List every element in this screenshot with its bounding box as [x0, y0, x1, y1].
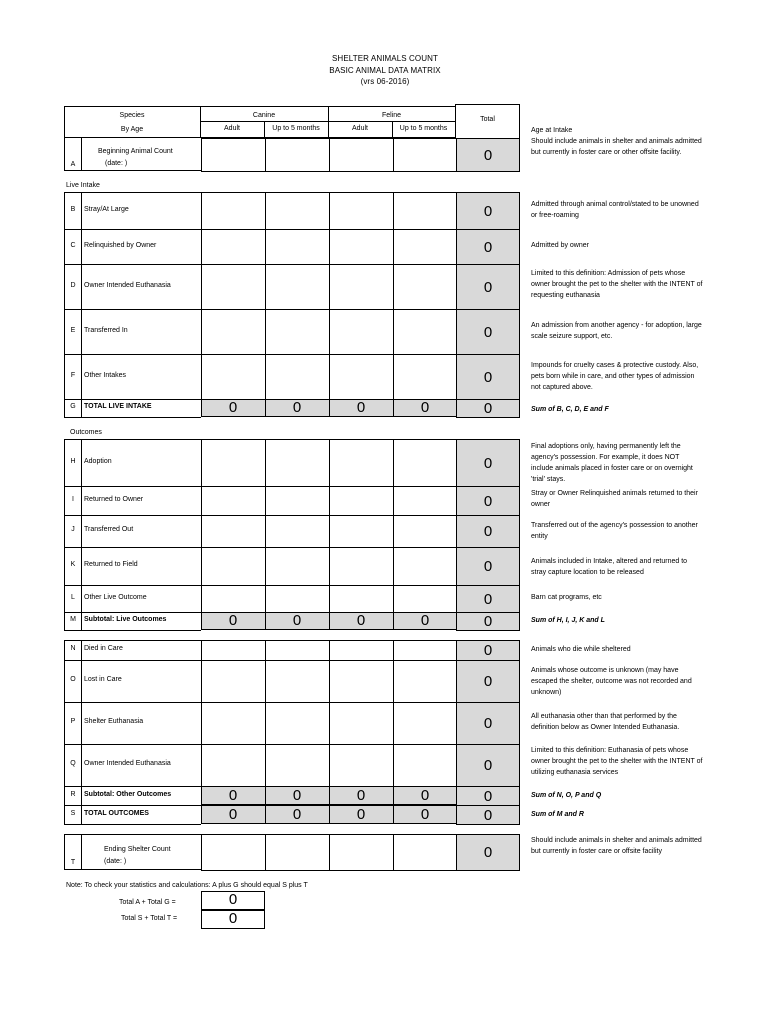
- row-m-cell-2: 0: [265, 612, 329, 630]
- row-p-cell-2[interactable]: [265, 702, 330, 745]
- row-n-letter: N: [70, 645, 76, 652]
- row-k-total: 0: [456, 547, 520, 586]
- row-p-description: All euthanasia other than that performed by the definition below as Owner Intended Euthanasia.: [531, 713, 680, 731]
- row-h-letter: H: [70, 458, 76, 465]
- row-d-total: 0: [456, 264, 520, 310]
- row-k-letter: K: [70, 561, 76, 568]
- row-e-cell-1[interactable]: [201, 309, 266, 355]
- canine-upto5-header: Up to 5 months: [272, 125, 320, 132]
- row-d-description: Limited to this definition: Admission of pets whose owner brought the pet to the shelter with the INTENT of requesting euthanasia: [531, 270, 703, 299]
- row-s-cell-4: 0: [393, 805, 457, 824]
- row-r-total: 0: [456, 786, 520, 806]
- check-note: Note: To check your statistics and calculations: A plus G should equal S plus T: [66, 882, 308, 889]
- divider: [265, 399, 266, 417]
- row-b-cell-4[interactable]: [393, 192, 458, 230]
- divider: [329, 805, 330, 824]
- divider: [81, 515, 82, 547]
- row-j-cell-1[interactable]: [201, 515, 266, 548]
- row-k-cell-3[interactable]: [329, 547, 394, 586]
- row-j-cell-4[interactable]: [393, 515, 458, 548]
- row-d-cell-1[interactable]: [201, 264, 266, 310]
- row-l-cell-1[interactable]: [201, 585, 266, 613]
- row-r-label: Subtotal: Other Outcomes: [84, 791, 172, 798]
- row-b-description: Admitted through animal control/stated to be unowned or free-roaming: [531, 201, 699, 219]
- row-p-cell-4[interactable]: [393, 702, 458, 745]
- row-e-label: Transferred In: [84, 327, 128, 334]
- row-r-letter: R: [70, 791, 76, 798]
- row-d-cell-4[interactable]: [393, 264, 458, 310]
- row-e-total: 0: [456, 309, 520, 355]
- row-f-cell-4[interactable]: [393, 354, 458, 400]
- form-title-line-2: BASIC ANIMAL DATA MATRIX: [329, 66, 441, 75]
- row-q-cell-3[interactable]: [329, 744, 394, 787]
- total-header: Total: [480, 116, 495, 123]
- row-f-total: 0: [456, 354, 520, 400]
- divider: [265, 805, 266, 824]
- row-t-label: Ending Shelter Count: [104, 846, 171, 853]
- by-age-header: By Age: [120, 126, 144, 133]
- divider: [393, 612, 394, 630]
- row-i-cell-1[interactable]: [201, 486, 266, 516]
- age-at-intake-note: Age at Intake: [531, 127, 573, 134]
- row-k-label: Returned to Field: [84, 561, 138, 568]
- row-h-cell-4[interactable]: [393, 439, 458, 487]
- row-k-cell-1[interactable]: [201, 547, 266, 586]
- row-a-label: Beginning Animal Count: [98, 148, 173, 155]
- row-e-description: An admission from another agency - for adoption, large scale seizure support, etc.: [531, 322, 702, 340]
- row-n-cell-3[interactable]: [329, 640, 394, 661]
- row-g-cell-2: 0: [265, 399, 329, 417]
- row-i-cell-2[interactable]: [265, 486, 330, 516]
- row-s-label: TOTAL OUTCOMES: [84, 810, 149, 817]
- row-s-description: Sum of M and R: [531, 811, 584, 818]
- divider: [81, 399, 82, 417]
- row-f-letter: F: [70, 372, 76, 379]
- check-s-t-label: Total S + Total T =: [121, 915, 178, 922]
- row-p-label: Shelter Euthanasia: [84, 718, 144, 725]
- row-g-cell-3: 0: [329, 399, 393, 417]
- row-o-cell-4[interactable]: [393, 660, 458, 703]
- row-m-letter: M: [70, 616, 76, 623]
- row-a-cell-4[interactable]: [393, 138, 458, 172]
- form-title-line-1: SHELTER ANIMALS COUNT: [332, 54, 438, 63]
- row-r-cell-3: 0: [329, 786, 393, 805]
- row-m-description: Sum of H, I, J, K and L: [531, 617, 605, 624]
- feline-adult-header: Adult: [352, 125, 368, 132]
- row-l-cell-3[interactable]: [329, 585, 394, 613]
- column-header-block: [64, 106, 519, 138]
- row-b-label: Stray/At Large: [84, 206, 129, 213]
- row-b-cell-2[interactable]: [265, 192, 330, 230]
- row-b-letter: B: [70, 206, 76, 213]
- row-g-cell-1: 0: [201, 399, 265, 417]
- row-n-cell-4[interactable]: [393, 640, 458, 661]
- row-e-letter: E: [70, 327, 76, 334]
- divider: [393, 786, 394, 805]
- check-a-g-label: Total A + Total G =: [119, 899, 176, 906]
- divider: [81, 229, 82, 264]
- divider: [81, 354, 82, 399]
- row-l-label: Other Live Outcome: [84, 594, 147, 601]
- row-p-total: 0: [456, 702, 520, 745]
- divider: [81, 192, 82, 229]
- row-g-cell-4: 0: [393, 399, 457, 417]
- row-b-total: 0: [456, 192, 520, 230]
- row-i-cell-4[interactable]: [393, 486, 458, 516]
- row-t-letter: T: [70, 859, 76, 866]
- row-c-cell-3[interactable]: [329, 229, 394, 265]
- row-i-description: Stray or Owner Relinquished animals returned to their owner: [531, 490, 698, 508]
- row-f-label: Other Intakes: [84, 372, 127, 379]
- row-q-letter: Q: [70, 760, 76, 767]
- row-b-cell-3[interactable]: [329, 192, 394, 230]
- row-i-cell-3[interactable]: [329, 486, 394, 516]
- row-h-total: 0: [456, 439, 520, 487]
- row-d-cell-2[interactable]: [265, 264, 330, 310]
- row-s-cell-1: 0: [201, 805, 265, 824]
- divider: [81, 660, 82, 702]
- divider: [393, 805, 394, 824]
- row-k-cell-2[interactable]: [265, 547, 330, 586]
- row-n-label: Died in Care: [84, 645, 123, 652]
- row-g-total: 0: [456, 399, 520, 418]
- row-q-total: 0: [456, 744, 520, 787]
- row-d-letter: D: [70, 282, 76, 289]
- row-h-description: Final adoptions only, having permanently left the agency's possession. For example, it does NOT include animals placed in foster care or on overnight 'trial' stays.: [531, 443, 693, 483]
- row-e-cell-3[interactable]: [329, 309, 394, 355]
- row-f-cell-2[interactable]: [265, 354, 330, 400]
- row-c-total: 0: [456, 229, 520, 265]
- row-i-label: Returned to Owner: [84, 496, 144, 503]
- form-version: (vrs 06-2016): [360, 77, 410, 86]
- row-q-cell-2[interactable]: [265, 744, 330, 787]
- row-r-cell-4: 0: [393, 786, 457, 805]
- row-h-label: Adoption: [84, 458, 112, 465]
- species-header: Species: [119, 112, 145, 119]
- row-i-letter: I: [72, 496, 74, 503]
- divider: [81, 309, 82, 354]
- row-d-cell-3[interactable]: [329, 264, 394, 310]
- divider: [81, 805, 82, 824]
- divider: [329, 399, 330, 417]
- row-p-letter: P: [70, 718, 76, 725]
- row-a-description: Should include animals in shelter and animals admitted but currently in foster care or other offsite facility.: [531, 138, 702, 156]
- row-q-label: Owner Intended Euthanasia: [84, 760, 171, 767]
- row-t-cell-3[interactable]: [329, 834, 394, 871]
- row-o-cell-2[interactable]: [265, 660, 330, 703]
- row-c-cell-1[interactable]: [201, 229, 266, 265]
- row-j-label: Transferred Out: [84, 526, 134, 533]
- row-b-cell-1[interactable]: [201, 192, 266, 230]
- row-o-label: Lost in Care: [84, 676, 122, 683]
- row-t-total: 0: [456, 834, 520, 871]
- row-o-cell-1[interactable]: [201, 660, 266, 703]
- divider: [265, 612, 266, 630]
- row-t-description: Should include animals in shelter and animals admitted but currently in foster care or offsite facility: [531, 837, 702, 855]
- row-o-letter: O: [70, 676, 76, 683]
- row-n-cell-1[interactable]: [201, 640, 266, 661]
- divider: [81, 547, 82, 585]
- row-o-cell-3[interactable]: [329, 660, 394, 703]
- row-h-cell-1[interactable]: [201, 439, 266, 487]
- row-a-letter: A: [70, 161, 76, 168]
- row-l-cell-2[interactable]: [265, 585, 330, 613]
- row-c-cell-4[interactable]: [393, 229, 458, 265]
- row-f-cell-3[interactable]: [329, 354, 394, 400]
- row-f-description: Impounds for cruelty cases & protective custody. Also, pets born while in care, and other types of admission not captured above.: [531, 362, 699, 391]
- divider: [81, 585, 82, 612]
- row-m-cell-3: 0: [329, 612, 393, 630]
- row-q-cell-4[interactable]: [393, 744, 458, 787]
- row-o-description: Animals whose outcome is unknown (may have escaped the shelter, outcome was not recorded and unknown): [531, 667, 692, 696]
- divider: [81, 702, 82, 744]
- row-d-label: Owner Intended Euthanasia: [84, 282, 171, 289]
- check-s-t-value: 0: [201, 910, 265, 929]
- divider: [81, 439, 82, 486]
- row-a-cell-1[interactable]: [201, 138, 266, 172]
- row-k-cell-4[interactable]: [393, 547, 458, 586]
- row-j-letter: J: [71, 526, 75, 533]
- row-j-description: Transferred out of the agency's possession to another entity: [531, 522, 698, 540]
- divider: [81, 486, 82, 515]
- row-j-cell-2[interactable]: [265, 515, 330, 548]
- row-t-cell-1[interactable]: [201, 834, 266, 871]
- canine-adult-header: Adult: [224, 125, 240, 132]
- row-q-description: Limited to this definition: Euthanasia of pets whose owner brought the pet to the shelter with the INTENT of utilizing euthanasia services: [531, 747, 703, 776]
- divider: [81, 744, 82, 786]
- row-l-total: 0: [456, 585, 520, 613]
- row-t-date[interactable]: (date: ): [104, 858, 127, 865]
- row-n-total: 0: [456, 640, 520, 661]
- divider: [265, 786, 266, 805]
- row-i-total: 0: [456, 486, 520, 516]
- row-a-cell-2[interactable]: [265, 138, 330, 172]
- row-m-cell-4: 0: [393, 612, 457, 630]
- row-f-cell-1[interactable]: [201, 354, 266, 400]
- row-m-total: 0: [456, 612, 520, 631]
- outcomes-section: Outcomes: [70, 429, 102, 436]
- row-r-description: Sum of N, O, P and Q: [531, 792, 602, 799]
- feline-header: Feline: [381, 112, 402, 119]
- row-p-cell-3[interactable]: [329, 702, 394, 745]
- row-s-cell-2: 0: [265, 805, 329, 824]
- canine-header: Canine: [252, 112, 276, 119]
- row-l-letter: L: [71, 594, 75, 601]
- row-s-total: 0: [456, 805, 520, 825]
- row-c-letter: C: [70, 242, 76, 249]
- row-n-description: Animals who die while sheltered: [531, 646, 631, 653]
- divider: [81, 612, 82, 630]
- row-p-cell-1[interactable]: [201, 702, 266, 745]
- check-a-g-value: 0: [201, 891, 265, 910]
- row-h-cell-3[interactable]: [329, 439, 394, 487]
- row-j-total: 0: [456, 515, 520, 548]
- row-s-cell-3: 0: [329, 805, 393, 824]
- row-c-description: Admitted by owner: [531, 242, 589, 249]
- row-a-date[interactable]: (date: ): [105, 160, 128, 167]
- row-e-cell-2[interactable]: [265, 309, 330, 355]
- row-m-label: Subtotal: Live Outcomes: [84, 616, 167, 623]
- divider: [329, 612, 330, 630]
- divider: [81, 264, 82, 309]
- divider: [329, 786, 330, 805]
- row-g-letter: G: [70, 403, 76, 410]
- row-t-cell-2[interactable]: [265, 834, 330, 871]
- row-l-cell-4[interactable]: [393, 585, 458, 613]
- row-a-cell-3[interactable]: [329, 138, 394, 172]
- feline-upto5-header: Up to 5 months: [399, 125, 448, 132]
- row-k-description: Animals included in Intake, altered and returned to stray capture location to be released: [531, 558, 688, 576]
- row-g-label: TOTAL LIVE INTAKE: [84, 403, 152, 410]
- divider: [81, 786, 82, 805]
- row-t-cell-4[interactable]: [393, 834, 458, 871]
- divider: [81, 640, 82, 660]
- row-r-cell-2: 0: [265, 786, 329, 805]
- row-c-label: Relinquished by Owner: [84, 242, 157, 249]
- live-intake-section: Live Intake: [66, 182, 100, 189]
- row-n-cell-2[interactable]: [265, 640, 330, 661]
- row-a-total: 0: [456, 138, 520, 172]
- row-g-description: Sum of B, C, D, E and F: [531, 406, 609, 413]
- row-e-cell-4[interactable]: [393, 309, 458, 355]
- row-m-cell-1: 0: [201, 612, 265, 630]
- row-q-cell-1[interactable]: [201, 744, 266, 787]
- row-r-cell-1: 0: [201, 786, 265, 805]
- divider: [393, 399, 394, 417]
- row-s-letter: S: [70, 810, 76, 817]
- row-l-description: Barn cat programs, etc: [531, 594, 602, 601]
- row-h-cell-2[interactable]: [265, 439, 330, 487]
- row-j-cell-3[interactable]: [329, 515, 394, 548]
- row-c-cell-2[interactable]: [265, 229, 330, 265]
- row-o-total: 0: [456, 660, 520, 703]
